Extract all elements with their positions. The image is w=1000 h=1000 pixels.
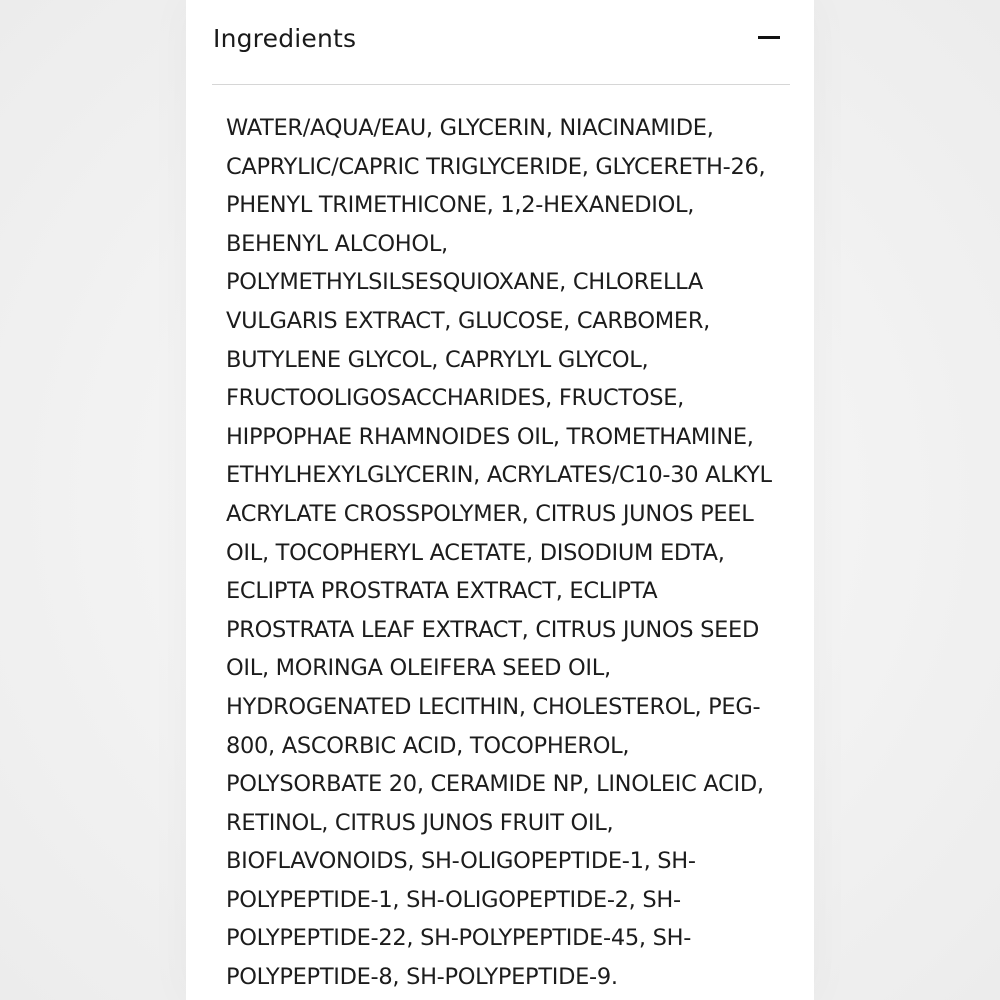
product-details-panel <box>186 0 814 1000</box>
ingredients-line: VULGARIS EXTRACT, GLUCOSE, CARBOMER, <box>226 307 711 334</box>
ingredients-line: HYDROGENATED LECITHIN, CHOLESTEROL, PEG- <box>226 693 761 720</box>
ingredients-line: OIL, MORINGA OLEIFERA SEED OIL, <box>226 655 611 682</box>
ingredients-line: FRUCTOOLIGOSACCHARIDES, FRUCTOSE, <box>226 385 685 412</box>
ingredients-line: ACRYLATE CROSSPOLYMER, CITRUS JUNOS PEEL <box>226 500 754 527</box>
ingredients-line: POLYMETHYLSILSESQUIOXANE, CHLORELLA <box>226 269 704 296</box>
ingredients-line: BEHENYL ALCOHOL, <box>226 230 448 257</box>
ingredients-line: 800, ASCORBIC ACID, TOCOPHEROL, <box>226 732 630 759</box>
ingredients-line: ETHYLHEXYLGLYCERIN, ACRYLATES/C10-30 ALKYL <box>226 462 772 489</box>
ingredients-line: POLYSORBATE 20, CERAMIDE NP, LINOLEIC ACID, <box>226 771 764 798</box>
ingredients-line: HIPPOPHAE RHAMNOIDES OIL, TROMETHAMINE, <box>226 423 754 450</box>
ingredients-line: PROSTRATA LEAF EXTRACT, CITRUS JUNOS SEED <box>226 616 759 643</box>
minus-icon-bar <box>758 36 780 39</box>
ingredients-line: BUTYLENE GLYCOL, CAPRYLYL GLYCOL, <box>226 346 649 373</box>
ingredients-line: BIOFLAVONOIDS, SH-OLIGOPEPTIDE-1, SH- <box>226 848 696 875</box>
accordion-title: Ingredients <box>213 24 357 53</box>
ingredients-list <box>226 109 786 997</box>
ingredients-line: CAPRYLIC/CAPRIC TRIGLYCERIDE, GLYCERETH-26, <box>226 153 766 180</box>
ingredients-line: OIL, TOCOPHERYL ACETATE, DISODIUM EDTA, <box>226 539 725 566</box>
minus-icon[interactable] <box>758 26 780 48</box>
ingredients-line: WATER/AQUA/EAU, GLYCERIN, NIACINAMIDE, <box>226 115 714 141</box>
ingredients-line: RETINOL, CITRUS JUNOS FRUIT OIL, <box>226 809 614 836</box>
ingredients-line: PHENYL TRIMETHICONE, 1,2-HEXANEDIOL, <box>226 192 695 219</box>
ingredients-accordion-header[interactable] <box>212 0 790 85</box>
ingredients-line: POLYPEPTIDE-1, SH-OLIGOPEPTIDE-2, SH- <box>226 886 681 913</box>
ingredients-line: POLYPEPTIDE-8, SH-POLYPEPTIDE-9. <box>226 964 618 991</box>
ingredients-line: POLYPEPTIDE-22, SH-POLYPEPTIDE-45, SH- <box>226 925 692 952</box>
ingredients-line: ECLIPTA PROSTRATA EXTRACT, ECLIPTA <box>226 578 658 605</box>
